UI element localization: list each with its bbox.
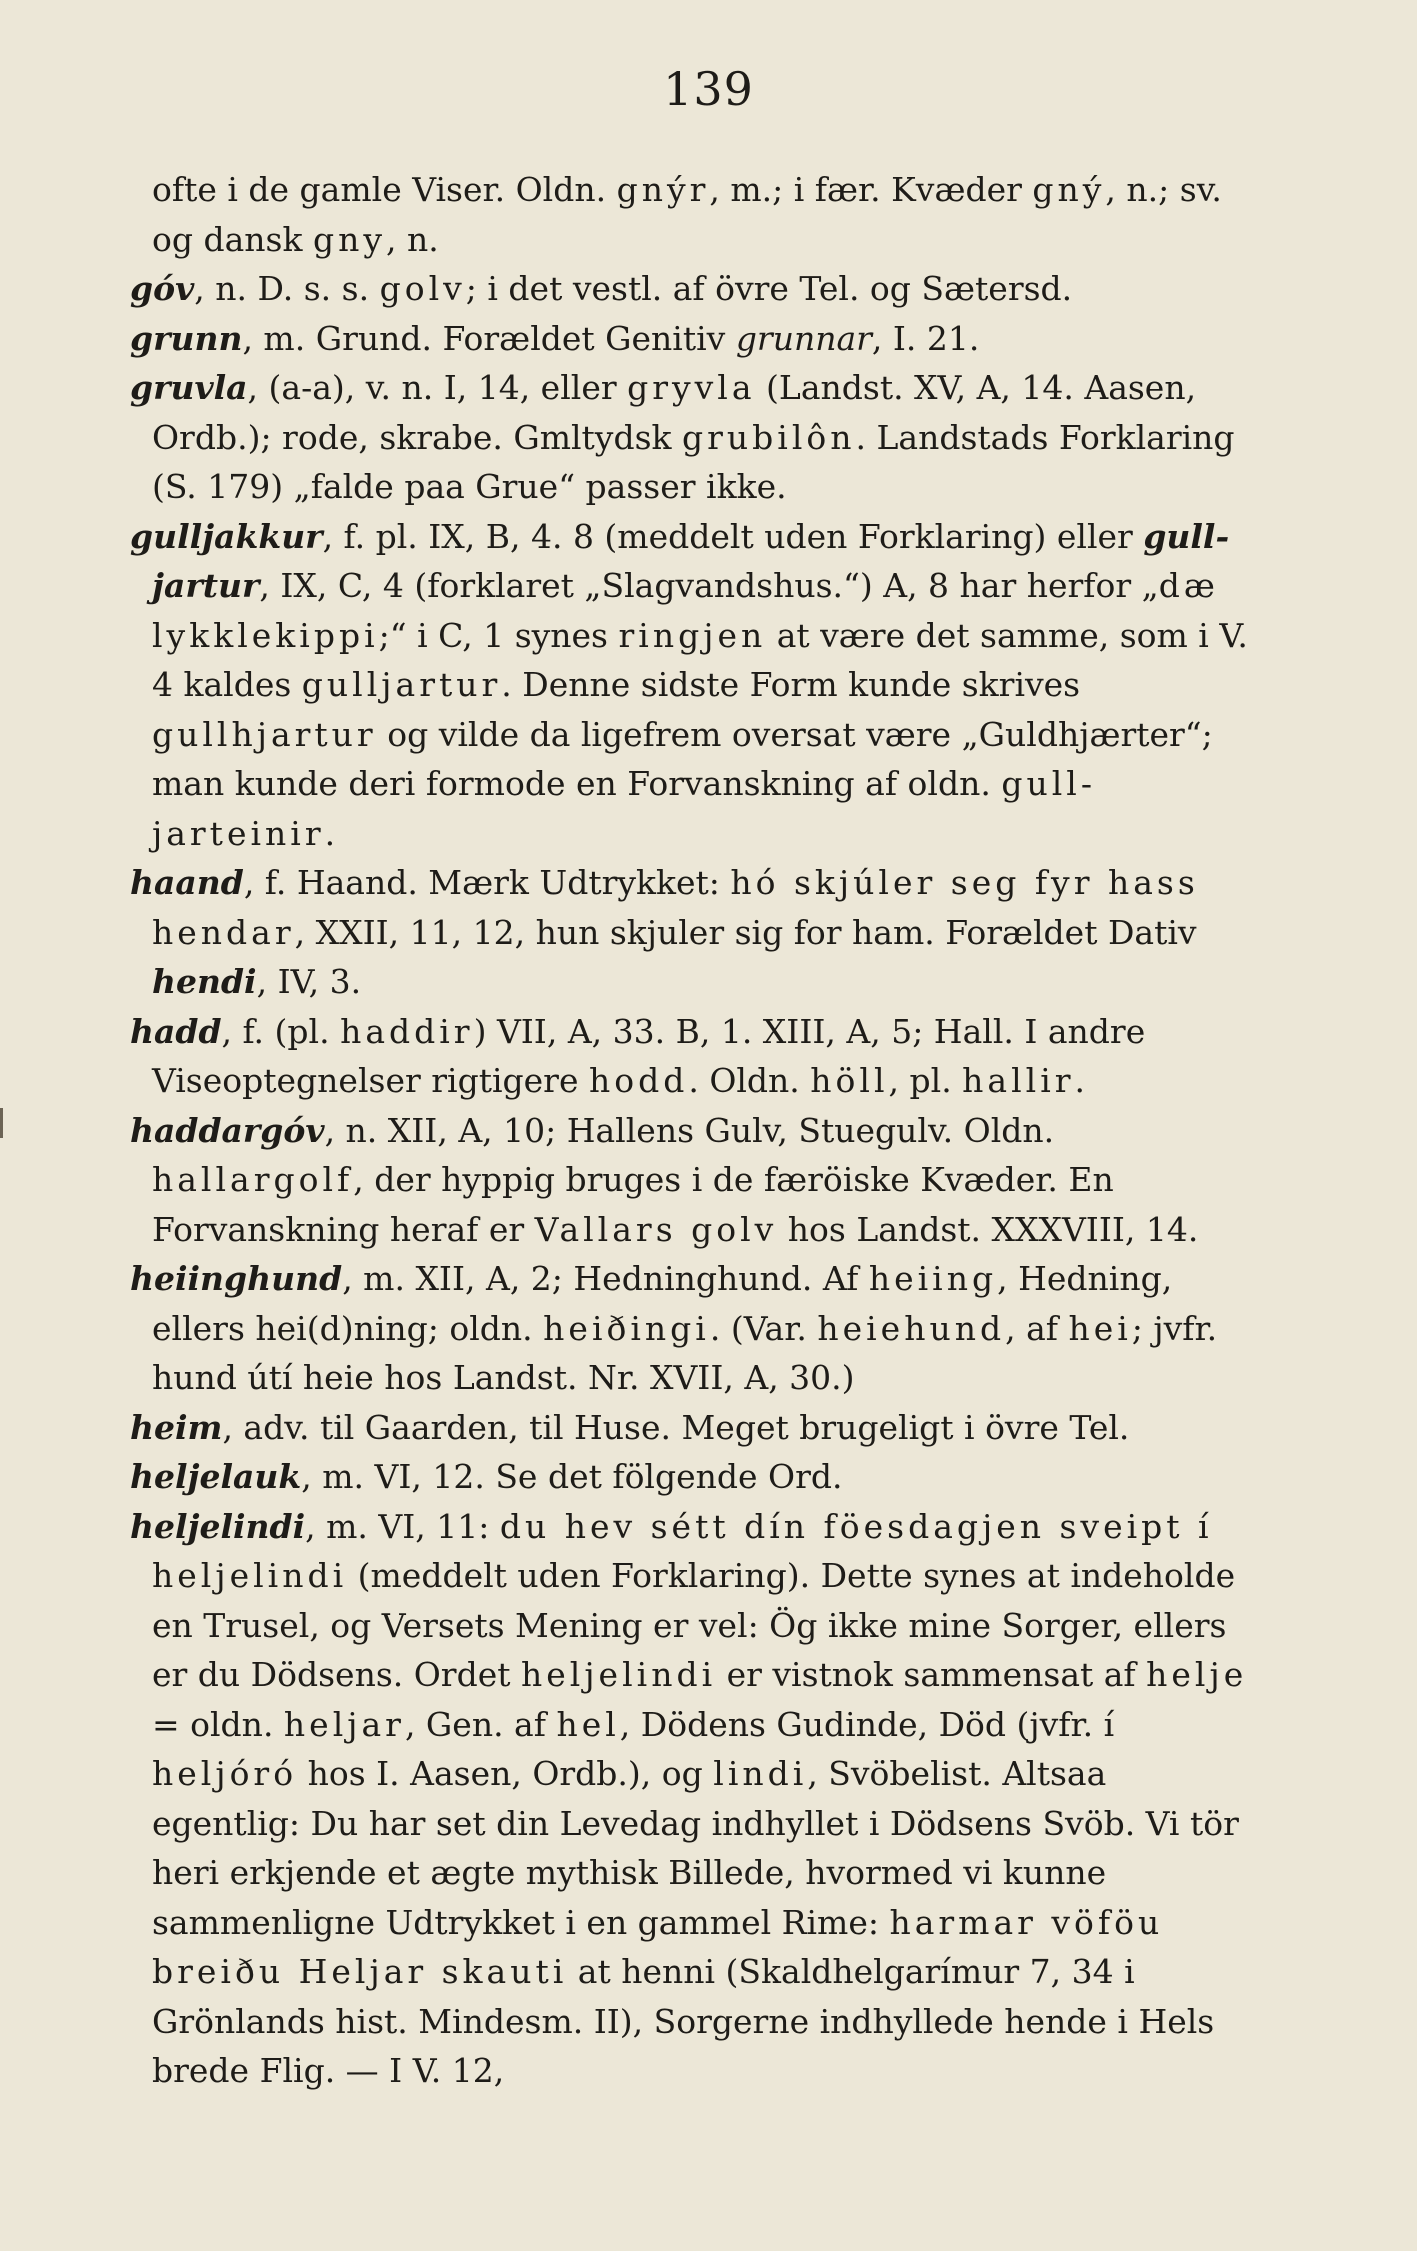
emphasized-word: heiing [868,1259,998,1298]
entry-text: , IV, 3. [256,962,362,1001]
headword: góv [130,269,195,308]
headword: hendi [152,962,257,1001]
headword: heljelauk [130,1457,302,1496]
entry-text: , adv. til Gaarden, til Huse. Meget brugeligt i övre Tel. [222,1407,1130,1447]
emphasized-word: heljar [283,1704,405,1744]
entry-text: , f. pl. IX, B, 4. 8 (meddelt uden Forklaring) eller [322,516,1144,556]
entry-text: hos I. Aasen, Ordb.), og [297,1754,714,1793]
emphasized-word: Vallars golv [534,1209,778,1249]
entry-text: , m. VI, 12. Se det fölgende Ord. [301,1457,843,1496]
entry-text: . [1074,1061,1086,1100]
headword: heljelindi [130,1506,306,1546]
headword: haddargóv [130,1110,325,1150]
entry-text: , m. XII, A, 2; Hedninghund. Af [342,1259,869,1298]
entry-text: , f. (pl. [221,1011,341,1051]
emphasized-word: heljelindi [520,1655,717,1694]
emphasized-word: hodd [588,1061,689,1100]
entry-text: . Landstads Forklaring (S. 179) „falde paa Grue“ passer ikke. [152,417,1235,506]
entry-text: = oldn. [152,1704,284,1744]
emphasized-word: haddir [340,1011,474,1051]
entry-text: , XXII, 11, 12, hun skjuler sig for ham. Forældet Dativ [294,912,1197,952]
headword: gull-jartur [152,516,1230,605]
entry-heiinghund [130,1254,1255,1403]
emphasized-word: hei [1068,1308,1132,1348]
emphasized-word: lindi [713,1754,808,1793]
emphasized-word: gnýr [616,170,710,209]
entry-heljelindi [130,1502,1255,2096]
entry-grunn [130,314,1255,364]
entry-text: , Hedning, ellers hei(d)ning; oldn. [152,1259,1173,1348]
entry-text: ; i det vestl. af övre Tel. og Sætersd. [465,269,1073,308]
emphasized-word: gullhjartur [152,714,377,754]
entry-text: , pl. [888,1061,963,1100]
emphasized-word: hó skjúler seg fyr hass hendar [152,863,1199,952]
entry-haand [130,858,1255,1007]
entry-gruvla [130,363,1255,512]
emphasized-word: harmar vöföu breiðu Heljar skauti [152,1902,1164,1991]
entry-text: at henni (Skaldhelgarímur 7, 34 i Grönlands hist. Mindesm. II), Sorgerne indhyllede hende i Hels brede Flig. — I V. 12, [152,1952,1215,2090]
entry-hadd [130,1007,1255,1106]
emphasized-word: gull-jarteinir [152,764,1096,853]
page-number: 139 [663,62,754,116]
entry-text: , I. 21. [871,318,980,358]
entry-text: , m. Grund. Forældet Genitiv [242,318,736,358]
headword: grunn [130,318,243,358]
dictionary-text [130,165,1255,2096]
headword: gulljakkur [130,516,323,556]
entry-text: , n. [386,219,439,259]
emphasized-word: dæ lykklekippi [152,566,1219,655]
emphasized-word: grubilôn [682,417,856,457]
entry-text: hos Landst. XXXVIII, 14. [777,1209,1199,1249]
entry-heljelauk [130,1452,1255,1502]
entry-text: , f. Haand. Mærk Udtrykket: [243,863,731,902]
entry-text: ;“ i C, 1 synes [378,615,619,655]
entry-text: , m. VI, 11: [305,1506,500,1546]
emphasized-word: gulljartur [301,665,502,704]
headword: heim [130,1407,223,1447]
entry-text: og vilde da ligefrem oversat være „Guldhjærter“; man kunde deri formode en Forvanskning af oldn. [152,714,1213,803]
emphasized-word: helje [1146,1655,1248,1694]
entry-text: . [324,813,336,853]
entry-text: , n.; sv. og dansk [152,170,1222,259]
entry-oftei [130,165,1255,264]
entry-text: at være det samme, som i V. 4 kaldes [152,615,1248,704]
emphasized-word: gny [312,219,386,259]
emphasized-word: í heljóró [152,1704,1119,1793]
emphasized-word: heiehund [817,1308,1006,1348]
headword: heiinghund [130,1259,343,1298]
entry-gov [130,264,1255,314]
entry-text: , n. D. s. s. [194,269,380,308]
entry-text: , der hyppig bruges i de færöiske Kvæder. En Forvanskning heraf er [152,1160,1114,1249]
entry-text: . Oldn. [688,1061,811,1100]
emphasized-word: höll [810,1061,889,1100]
headword: haand [130,863,244,902]
entry-text: , Gen. af [404,1704,557,1744]
entry-text: , Dödens Gudinde, Död (jvfr. [619,1704,1104,1744]
headword: gruvla [130,368,248,407]
entry-text: ) VII, A, 33. B, 1. XIII, A, 5; Hall. I andre Viseoptegnelser rigtigere [152,1011,1146,1100]
entry-text: , af [1005,1308,1069,1348]
entry-text: , (a-a), v. n. I, 14, eller [247,368,628,407]
entry-text: (meddelt uden Forklaring). Dette synes at indeholde en Trusel, og Versets Mening er vel: Ög ikke mine Sorger, ellers er du Dödsens. Ordet [152,1556,1236,1694]
entry-text: . (Var. [709,1308,818,1348]
entry-text: . Denne sidste Form kunde skrives [501,665,1081,704]
margin-mark [0,1108,11,1138]
emphasized-word: golv [379,269,466,308]
entry-text: ; jvfr. hund útí heie hos Landst. Nr. XVII, A, 30.) [152,1308,1218,1397]
emphasized-word: ringjen [618,615,767,655]
entry-gulljakkur [130,512,1255,859]
emphasized-word: hel [556,1704,620,1744]
entry-haddargov [130,1106,1255,1255]
emphasized-word: gryvla [627,368,756,407]
emphasized-word: gný [1032,170,1106,209]
entry-heim [130,1403,1255,1453]
emphasized-word: hallir [962,1061,1075,1100]
entry-text: ofte i de gamle Viser. Oldn. [152,170,617,209]
entry-text: , n. XII, A, 10; Hallens Gulv, Stuegulv. Oldn. [324,1110,1055,1150]
entry-text: (Landst. XV, A, 14. Aasen, Ordb.); rode, skrabe. Gmltydsk [152,368,1197,457]
headword: hadd [130,1011,222,1051]
entry-text: , Svöbelist. Altsaa egentlig: Du har set din Levedag indhyllet i Dödsens Svöb. Vi tör heri erkjende et ægte mythisk Billede, hvormed vi kunne sammenligne Udtrykket i en gammel Rime: [152,1754,1239,1942]
emphasized-word: heiðingi [543,1308,710,1348]
entry-text: er vistnok sammensat af [716,1655,1147,1694]
emphasized-word: grunnar [735,318,872,358]
emphasized-word: du hev sétt dín föesdagjen sveipt í heljelindi [152,1506,1213,1595]
entry-text: , IX, C, 4 (forklaret „Slagvandshus.“) A, 8 har herfor „ [259,566,1159,605]
entry-text: , m.; i fær. Kvæder [709,170,1033,209]
emphasized-word: hallargolf [152,1160,354,1199]
